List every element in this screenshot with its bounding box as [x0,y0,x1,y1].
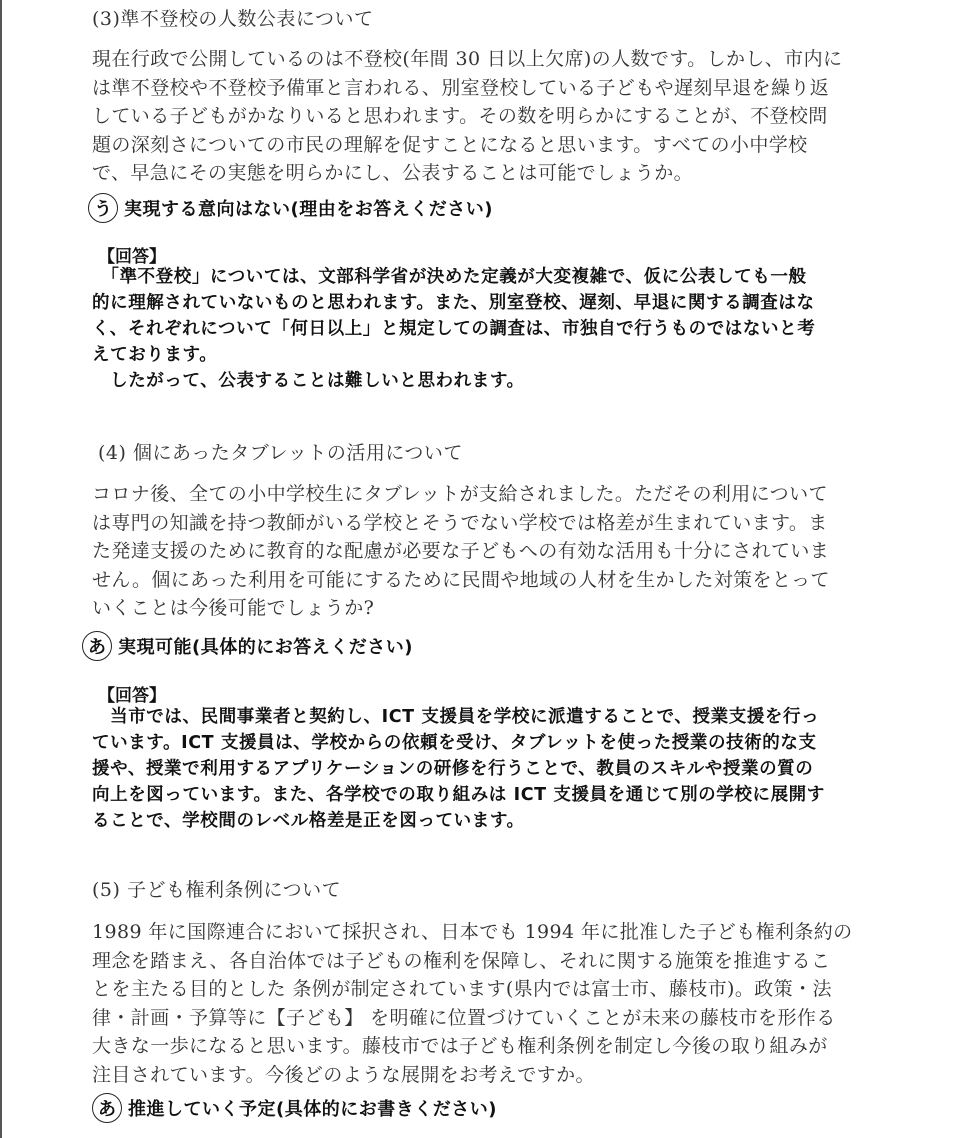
answer-line: 向上を図っています。また、各学校での取り組みは ICT 支援員を通じて別の学校に展開す [92,785,825,805]
question-line: 律・計画・予算等に【子ども】 を明確に位置づけていくことが未来の藤枝市を形作る [92,1006,836,1029]
circled-choice-mark: う [88,193,118,223]
question-line: は専門の知識を持つ教師がいる学校とそうでない学校では格差が生まれています。ま [92,511,828,534]
circled-choice-mark: あ [92,1093,122,1123]
answer-line: 当市では、民間事業者と契約し、ICT 支援員を学校に派遣することで、授業支援を行っ [92,707,820,727]
choice-text: 推進していく予定(具体的にお書きください) [128,1099,497,1120]
section-3-answer-label: 【回答】 [98,247,166,267]
question-line: 注目されています。今後どのような展開をお考えですか。 [92,1063,595,1086]
section-5-question [92,918,853,1089]
question-line: コロナ後、全ての小中学校生にタブレットが支給されました。ただその利用について [92,483,828,505]
answer-line: 「準不登校」については、文部科学省が決めた定義が大変複雑で、仮に公表しても一般 [92,267,807,287]
question-line: 1989 年に国際連合において採択され、日本でも 1994 年に批准した子ども権利条約の [92,921,853,943]
question-line: は準不登校や不登校予備軍と言われる、別室登校している子どもや遅刻早退を繰り返 [92,76,830,99]
question-line: している子どもがかなりいると思われます。その数を明らかにすることが、不登校問 [92,105,828,127]
choice-text: 実現可能(具体的にお答えください) [118,637,413,658]
section-5-heading: (5) 子ども権利条例について [92,879,342,901]
question-line: せん。個にあった利用を可能にするために民間や地域の人材を生かした対策をとって [92,568,830,591]
question-line: で、早急にその実態を明らかにし、公表することは可能でしょうか。 [92,162,694,184]
choice-text: 実現する意向はない(理由をお答えください) [124,199,493,220]
question-line: た発達支援のために教育的な配慮が必要な子どもへの有効な活用も十分にされていま [92,540,830,562]
answer-line: えております。 [92,345,218,365]
question-line: いくことは今後可能でしょうか? [92,597,375,619]
answer-line: 援や、授業で利用するアプリケーションの研修を行うことで、教員のスキルや授業の質の [92,759,814,779]
answer-line: ています。ICT 支援員は、学校からの依頼を受け、タブレットを使った授業の技術的な支 [92,733,817,753]
question-line: 理念を踏まえ、各自治体では子どもの権利を保障し、それに関する施策を推進するこ [92,949,831,972]
section-4-heading: (4) 個にあったタブレットの活用について [98,442,463,464]
section-3-heading: (3)準不登校の人数公表について [92,8,374,30]
section-5-selected-choice [92,1090,497,1126]
answer-line: 的に理解されていないものと思われます。また、別室登校、遅刻、早退に関する調査はな [92,293,815,313]
section-4-answer-label: 【回答】 [98,686,166,706]
question-line: 大きな一歩になると思います。藤枝市では子ども権利条例を制定し今後の取り組みが [92,1035,828,1057]
circled-choice-mark: あ [82,631,112,661]
section-4-selected-choice [82,628,413,664]
section-3-answer [92,264,815,394]
question-line: とを主たる目的とした 条例が制定されています(県内では富士市、藤枝市)。政策・法 [92,978,832,1000]
question-line: 現在行政で公開しているのは不登校(年間 30 日以上欠席)の人数です。しかし、市内に [92,48,843,70]
section-3-selected-choice [88,190,493,226]
page-left-border [0,0,2,1138]
section-3-question [92,45,842,188]
answer-line: したがって、公表することは難しいと思われます。 [92,371,525,391]
section-4-answer [92,704,825,834]
answer-line: く、それぞれについて「何日以上」と規定しての調査は、市独自で行うものではないと考 [92,319,816,339]
answer-line: ることで、学校間のレベル格差是正を図っています。 [92,811,525,831]
section-4-question [92,480,830,623]
question-line: 題の深刻さについての市民の理解を促すことになると思います。すべての小中学校 [92,133,808,156]
